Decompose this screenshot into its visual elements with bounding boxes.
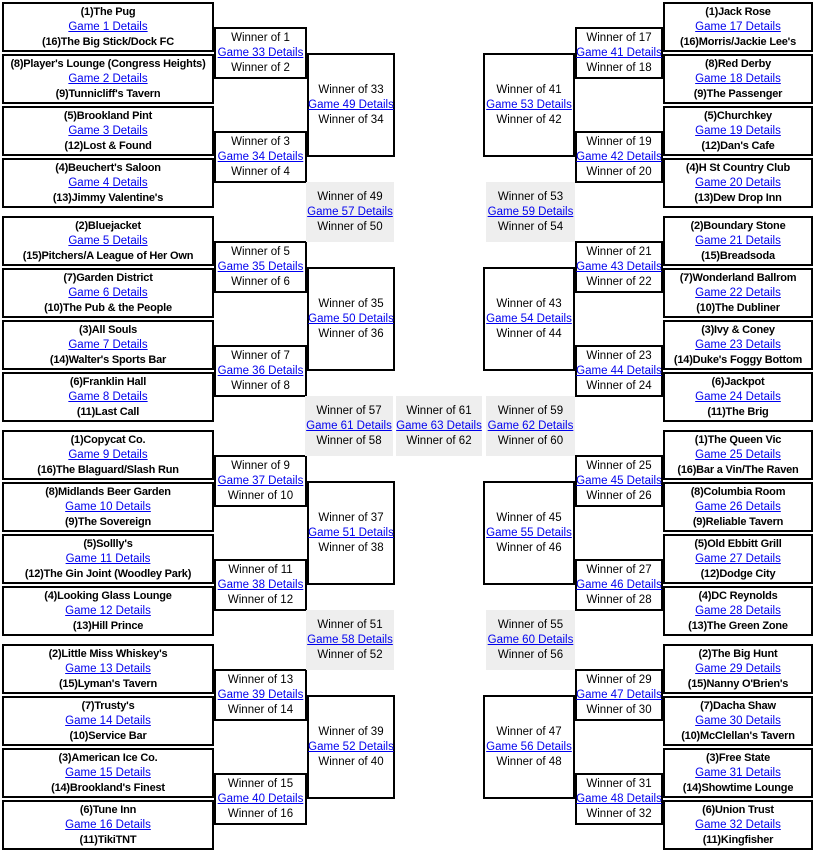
team-name-top: (5)Churchkey	[704, 109, 772, 122]
game-details-link[interactable]: Game 61 Details	[306, 419, 392, 432]
game-details-link[interactable]: Game 40 Details	[217, 792, 304, 805]
matchup-box	[663, 158, 813, 208]
team-name-top: (2)Little Miss Whiskey's	[48, 647, 168, 660]
winner-label-bottom: Winner of 50	[317, 220, 383, 233]
team-name-bottom: (11)Last Call	[76, 405, 140, 418]
matchup-box	[2, 2, 214, 52]
matchup-box	[486, 396, 575, 456]
game-details-link[interactable]: Game 13 Details	[65, 662, 151, 675]
team-name-bottom: (11)The Brig	[707, 405, 769, 418]
winner-label-bottom: Winner of 22	[586, 275, 652, 288]
winner-label-bottom: Winner of 40	[318, 755, 384, 768]
matchup-box	[214, 669, 307, 721]
game-details-link[interactable]: Game 17 Details	[695, 20, 781, 33]
matchup-box	[214, 241, 307, 293]
matchup-box	[2, 586, 214, 636]
winner-label-top: Winner of 53	[497, 190, 564, 203]
game-details-link[interactable]: Game 62 Details	[487, 419, 574, 432]
game-details-link[interactable]: Game 29 Details	[695, 662, 781, 675]
game-details-link[interactable]: Game 48 Details	[576, 792, 662, 805]
game-details-link[interactable]: Game 49 Details	[308, 98, 394, 111]
team-name-top: (7)Garden District	[63, 271, 153, 284]
team-name-bottom: (16)Bar a Vin/The Raven	[677, 463, 799, 476]
matchup-box	[2, 430, 214, 480]
winner-label-top: Winner of 45	[496, 511, 562, 524]
winner-label-bottom: Winner of 58	[316, 434, 382, 447]
matchup-box	[663, 372, 813, 422]
winner-label-top: Winner of 17	[586, 31, 652, 44]
winner-label-top: Winner of 61	[406, 404, 472, 417]
game-details-link[interactable]: Game 18 Details	[695, 72, 781, 85]
winner-label-bottom: Winner of 28	[586, 593, 652, 606]
game-details-link[interactable]: Game 24 Details	[695, 390, 781, 403]
winner-label-bottom: Winner of 26	[586, 489, 652, 502]
team-name-top: (8)Player's Lounge (Congress Heights)	[10, 57, 206, 70]
matchup-box	[2, 644, 214, 694]
matchup-box	[483, 481, 575, 585]
team-name-top: (2)Bluejacket	[75, 219, 141, 232]
matchup-box	[575, 669, 663, 721]
matchup-box	[2, 696, 214, 746]
matchup-box	[663, 534, 813, 584]
team-name-bottom: (14)Duke's Foggy Bottom	[673, 353, 803, 366]
matchup-box	[663, 54, 813, 104]
team-name-top: (1)The Queen Vic	[694, 433, 782, 446]
winner-label-bottom: Winner of 6	[231, 275, 290, 288]
team-name-top: (4)DC Reynolds	[698, 589, 778, 602]
winner-label-top: Winner of 1	[231, 31, 290, 44]
winner-label-bottom: Winner of 34	[318, 113, 384, 126]
team-name-bottom: (10)Service Bar	[69, 729, 147, 742]
winner-label-bottom: Winner of 32	[586, 807, 652, 820]
matchup-box	[483, 695, 575, 799]
winner-label-bottom: Winner of 42	[496, 113, 562, 126]
winner-label-bottom: Winner of 54	[497, 220, 564, 233]
matchup-box	[2, 216, 214, 266]
matchup-box	[2, 748, 214, 798]
matchup-box	[663, 106, 813, 156]
game-details-link[interactable]: Game 27 Details	[695, 552, 781, 565]
game-details-link[interactable]: Game 45 Details	[576, 474, 662, 487]
matchup-box	[663, 586, 813, 636]
winner-label-top: Winner of 7	[231, 349, 290, 362]
game-details-link[interactable]: Game 42 Details	[576, 150, 662, 163]
matchup-box	[663, 696, 813, 746]
winner-label-top: Winner of 5	[231, 245, 290, 258]
matchup-box	[2, 372, 214, 422]
winner-label-bottom: Winner of 24	[586, 379, 652, 392]
team-name-bottom: (9)Tunnicliff's Tavern	[55, 87, 161, 100]
game-details-link[interactable]: Game 63 Details	[396, 419, 482, 432]
winner-label-bottom: Winner of 36	[318, 327, 384, 340]
game-details-link[interactable]: Game 57 Details	[307, 205, 393, 218]
team-name-bottom: (9)The Passenger	[693, 87, 783, 100]
game-details-link[interactable]: Game 39 Details	[217, 688, 304, 701]
winner-label-bottom: Winner of 2	[231, 61, 290, 74]
game-details-link[interactable]: Game 28 Details	[695, 604, 781, 617]
game-details-link[interactable]: Game 20 Details	[695, 176, 781, 189]
team-name-top: (6)Franklin Hall	[69, 375, 147, 388]
team-name-top: (3)All Souls	[78, 323, 138, 336]
team-name-bottom: (12)Dan's Cafe	[701, 139, 775, 152]
game-details-link[interactable]: Game 10 Details	[65, 500, 151, 513]
winner-label-top: Winner of 27	[586, 563, 652, 576]
game-details-link[interactable]: Game 16 Details	[65, 818, 151, 831]
winner-label-top: Winner of 35	[318, 297, 384, 310]
team-name-top: (5)Old Ebbitt Grill	[694, 537, 782, 550]
matchup-box	[663, 2, 813, 52]
game-details-link[interactable]: Game 52 Details	[308, 740, 394, 753]
game-details-link[interactable]: Game 54 Details	[486, 312, 572, 325]
team-name-top: (2)The Big Hunt	[698, 647, 778, 660]
team-name-bottom: (11)Kingfisher	[702, 833, 774, 846]
team-name-bottom: (9)The Sovereign	[64, 515, 152, 528]
game-details-link[interactable]: Game 2 Details	[68, 72, 148, 85]
game-details-link[interactable]: Game 60 Details	[487, 633, 574, 646]
team-name-bottom: (11)TikiTNT	[79, 833, 137, 846]
game-details-link[interactable]: Game 59 Details	[487, 205, 574, 218]
team-name-bottom: (16)The Big Stick/Dock FC	[42, 35, 174, 48]
matchup-box	[575, 241, 663, 293]
game-details-link[interactable]: Game 8 Details	[68, 390, 148, 403]
winner-label-bottom: Winner of 12	[227, 593, 294, 606]
winner-label-top: Winner of 23	[586, 349, 652, 362]
matchup-box	[307, 53, 395, 157]
matchup-box	[663, 800, 813, 850]
game-details-link[interactable]: Game 14 Details	[65, 714, 151, 727]
team-name-top: (7)Wonderland Ballrom	[679, 271, 797, 284]
matchup-box	[2, 106, 214, 156]
matchup-box	[575, 27, 663, 79]
team-name-top: (4)Looking Glass Lounge	[44, 589, 172, 602]
game-details-link[interactable]: Game 53 Details	[486, 98, 572, 111]
winner-label-top: Winner of 51	[317, 618, 383, 631]
game-details-link[interactable]: Game 33 Details	[217, 46, 304, 59]
matchup-box	[2, 800, 214, 850]
team-name-bottom: (12)The Gin Joint (Woodley Park)	[24, 567, 192, 580]
winner-label-top: Winner of 29	[586, 673, 652, 686]
team-name-top: (5)Brookland Pint	[63, 109, 153, 122]
team-name-bottom: (15)Nanny O'Brien's	[687, 677, 789, 690]
team-name-bottom: (13)Dew Drop Inn	[694, 191, 782, 204]
winner-label-top: Winner of 43	[496, 297, 562, 310]
team-name-bottom: (13)Jimmy Valentine's	[52, 191, 164, 204]
matchup-box	[214, 455, 307, 507]
team-name-top: (7)Trusty's	[81, 699, 135, 712]
game-details-link[interactable]: Game 22 Details	[695, 286, 781, 299]
matchup-box	[306, 182, 394, 242]
matchup-box	[575, 131, 663, 183]
team-name-bottom: (16)The Blaguard/Slash Run	[37, 463, 179, 476]
winner-label-top: Winner of 47	[496, 725, 562, 738]
game-details-link[interactable]: Game 38 Details	[217, 578, 304, 591]
winner-label-top: Winner of 13	[227, 673, 294, 686]
matchup-box	[483, 267, 575, 371]
game-details-link[interactable]: Game 25 Details	[695, 448, 781, 461]
team-name-bottom: (9)Reliable Tavern	[692, 515, 784, 528]
game-details-link[interactable]: Game 51 Details	[308, 526, 394, 539]
game-details-link[interactable]: Game 7 Details	[68, 338, 148, 351]
winner-label-bottom: Winner of 56	[497, 648, 564, 661]
game-details-link[interactable]: Game 46 Details	[576, 578, 662, 591]
matchup-box	[575, 455, 663, 507]
team-name-top: (3)Free State	[705, 751, 771, 764]
matchup-box	[663, 216, 813, 266]
winner-label-top: Winner of 55	[497, 618, 564, 631]
game-details-link[interactable]: Game 36 Details	[217, 364, 304, 377]
game-details-link[interactable]: Game 41 Details	[576, 46, 662, 59]
winner-label-bottom: Winner of 60	[497, 434, 564, 447]
winner-label-bottom: Winner of 14	[227, 703, 294, 716]
matchup-box	[2, 268, 214, 318]
team-name-top: (1)Copycat Co.	[70, 433, 146, 446]
winner-label-top: Winner of 41	[496, 83, 562, 96]
team-name-top: (6)Union Trust	[702, 803, 774, 816]
game-details-link[interactable]: Game 31 Details	[695, 766, 781, 779]
matchup-box	[307, 267, 395, 371]
winner-label-top: Winner of 19	[586, 135, 652, 148]
game-details-link[interactable]: Game 30 Details	[695, 714, 781, 727]
game-details-link[interactable]: Game 35 Details	[217, 260, 304, 273]
game-details-link[interactable]: Game 1 Details	[68, 20, 148, 33]
game-details-link[interactable]: Game 56 Details	[486, 740, 572, 753]
matchup-box	[214, 345, 307, 397]
team-name-top: (8)Columbia Room	[690, 485, 786, 498]
team-name-top: (1)The Pug	[80, 5, 136, 18]
team-name-top: (4)H St Country Club	[685, 161, 791, 174]
matchup-box	[663, 320, 813, 370]
game-details-link[interactable]: Game 3 Details	[68, 124, 148, 137]
winner-label-top: Winner of 3	[231, 135, 290, 148]
team-name-bottom: (14)Walter's Sports Bar	[49, 353, 167, 366]
winner-label-bottom: Winner of 10	[227, 489, 294, 502]
team-name-bottom: (16)Morris/Jackie Lee's	[679, 35, 797, 48]
game-details-link[interactable]: Game 58 Details	[307, 633, 393, 646]
matchup-box	[306, 610, 394, 670]
winner-label-bottom: Winner of 62	[406, 434, 472, 447]
matchup-box	[307, 481, 395, 585]
game-details-link[interactable]: Game 21 Details	[695, 234, 781, 247]
winner-label-top: Winner of 11	[228, 563, 293, 576]
team-name-bottom: (14)Showtime Lounge	[682, 781, 794, 794]
winner-label-bottom: Winner of 48	[496, 755, 562, 768]
matchup-box	[305, 396, 393, 456]
team-name-bottom: (13)Hill Prince	[72, 619, 144, 632]
game-details-link[interactable]: Game 43 Details	[576, 260, 662, 273]
matchup-box	[575, 773, 663, 825]
winner-label-top: Winner of 9	[231, 459, 290, 472]
team-name-bottom: (13)The Green Zone	[688, 619, 788, 632]
winner-label-bottom: Winner of 38	[318, 541, 384, 554]
team-name-top: (8)Midlands Beer Garden	[45, 485, 171, 498]
team-name-top: (6)Tune Inn	[79, 803, 137, 816]
team-name-top: (5)Sollly's	[83, 537, 133, 550]
matchup-box	[486, 610, 575, 670]
matchup-box	[2, 482, 214, 532]
team-name-bottom: (10)The Dubliner	[696, 301, 780, 314]
matchup-box	[214, 131, 307, 183]
game-details-link[interactable]: Game 55 Details	[486, 526, 572, 539]
team-name-top: (8)Red Derby	[704, 57, 772, 70]
winner-label-bottom: Winner of 18	[586, 61, 652, 74]
winner-label-top: Winner of 59	[497, 404, 564, 417]
winner-label-bottom: Winner of 46	[496, 541, 562, 554]
matchup-box	[663, 268, 813, 318]
team-name-top: (3)Ivy & Coney	[701, 323, 775, 336]
winner-label-bottom: Winner of 8	[231, 379, 290, 392]
game-details-link[interactable]: Game 9 Details	[68, 448, 148, 461]
matchup-box	[2, 54, 214, 104]
winner-label-top: Winner of 39	[318, 725, 384, 738]
team-name-bottom: (10)McClellan's Tavern	[681, 729, 795, 742]
winner-label-bottom: Winner of 4	[231, 165, 290, 178]
matchup-box	[663, 748, 813, 798]
game-details-link[interactable]: Game 5 Details	[68, 234, 148, 247]
game-details-link[interactable]: Game 47 Details	[576, 688, 662, 701]
winner-label-bottom: Winner of 20	[586, 165, 652, 178]
winner-label-top: Winner of 37	[318, 511, 384, 524]
matchup-box	[575, 345, 663, 397]
matchup-box	[214, 559, 307, 611]
matchup-box	[307, 695, 395, 799]
matchup-box	[2, 534, 214, 584]
matchup-box	[486, 182, 575, 242]
winner-label-bottom: Winner of 44	[496, 327, 562, 340]
game-details-link[interactable]: Game 11 Details	[65, 552, 151, 565]
game-details-link[interactable]: Game 37 Details	[217, 474, 304, 487]
matchup-box	[663, 430, 813, 480]
team-name-bottom: (12)Lost & Found	[64, 139, 152, 152]
winner-label-top: Winner of 49	[317, 190, 383, 203]
game-details-link[interactable]: Game 32 Details	[695, 818, 781, 831]
game-details-link[interactable]: Game 23 Details	[695, 338, 781, 351]
game-details-link[interactable]: Game 34 Details	[217, 150, 304, 163]
winner-label-bottom: Winner of 16	[227, 807, 294, 820]
matchup-box	[483, 53, 575, 157]
game-details-link[interactable]: Game 19 Details	[695, 124, 781, 137]
game-details-link[interactable]: Game 26 Details	[695, 500, 781, 513]
matchup-box	[663, 482, 813, 532]
team-name-bottom: (12)Dodge City	[700, 567, 776, 580]
game-details-link[interactable]: Game 4 Details	[68, 176, 148, 189]
team-name-top: (4)Beuchert's Saloon	[55, 161, 161, 174]
game-details-link[interactable]: Game 44 Details	[576, 364, 662, 377]
game-details-link[interactable]: Game 50 Details	[308, 312, 394, 325]
game-details-link[interactable]: Game 12 Details	[65, 604, 151, 617]
matchup-box	[575, 559, 663, 611]
matchup-box	[214, 773, 307, 825]
winner-label-top: Winner of 31	[586, 777, 652, 790]
team-name-top: (3)American Ice Co.	[58, 751, 158, 764]
game-details-link[interactable]: Game 6 Details	[68, 286, 148, 299]
winner-label-bottom: Winner of 52	[317, 648, 383, 661]
team-name-bottom: (14)Brookland's Finest	[51, 781, 165, 794]
team-name-top: (1)Jack Rose	[705, 5, 771, 18]
team-name-top: (2)Boundary Stone	[690, 219, 786, 232]
matchup-box	[2, 320, 214, 370]
winner-label-top: Winner of 33	[318, 83, 384, 96]
winner-label-top: Winner of 25	[586, 459, 652, 472]
matchup-box	[663, 644, 813, 694]
team-name-top: (6)Jackpot	[711, 375, 765, 388]
team-name-bottom: (15)Breadsoda	[701, 249, 775, 262]
winner-label-bottom: Winner of 30	[586, 703, 652, 716]
team-name-top: (7)Dacha Shaw	[700, 699, 776, 712]
winner-label-top: Winner of 57	[316, 404, 382, 417]
winner-label-top: Winner of 21	[586, 245, 652, 258]
team-name-bottom: (10)The Pub & the People	[44, 301, 172, 314]
team-name-bottom: (15)Pitchers/A League of Her Own	[22, 249, 194, 262]
matchup-box	[214, 27, 307, 79]
game-details-link[interactable]: Game 15 Details	[65, 766, 151, 779]
team-name-bottom: (15)Lyman's Tavern	[58, 677, 158, 690]
matchup-box	[2, 158, 214, 208]
winner-label-top: Winner of 15	[227, 777, 294, 790]
matchup-box	[396, 396, 482, 456]
